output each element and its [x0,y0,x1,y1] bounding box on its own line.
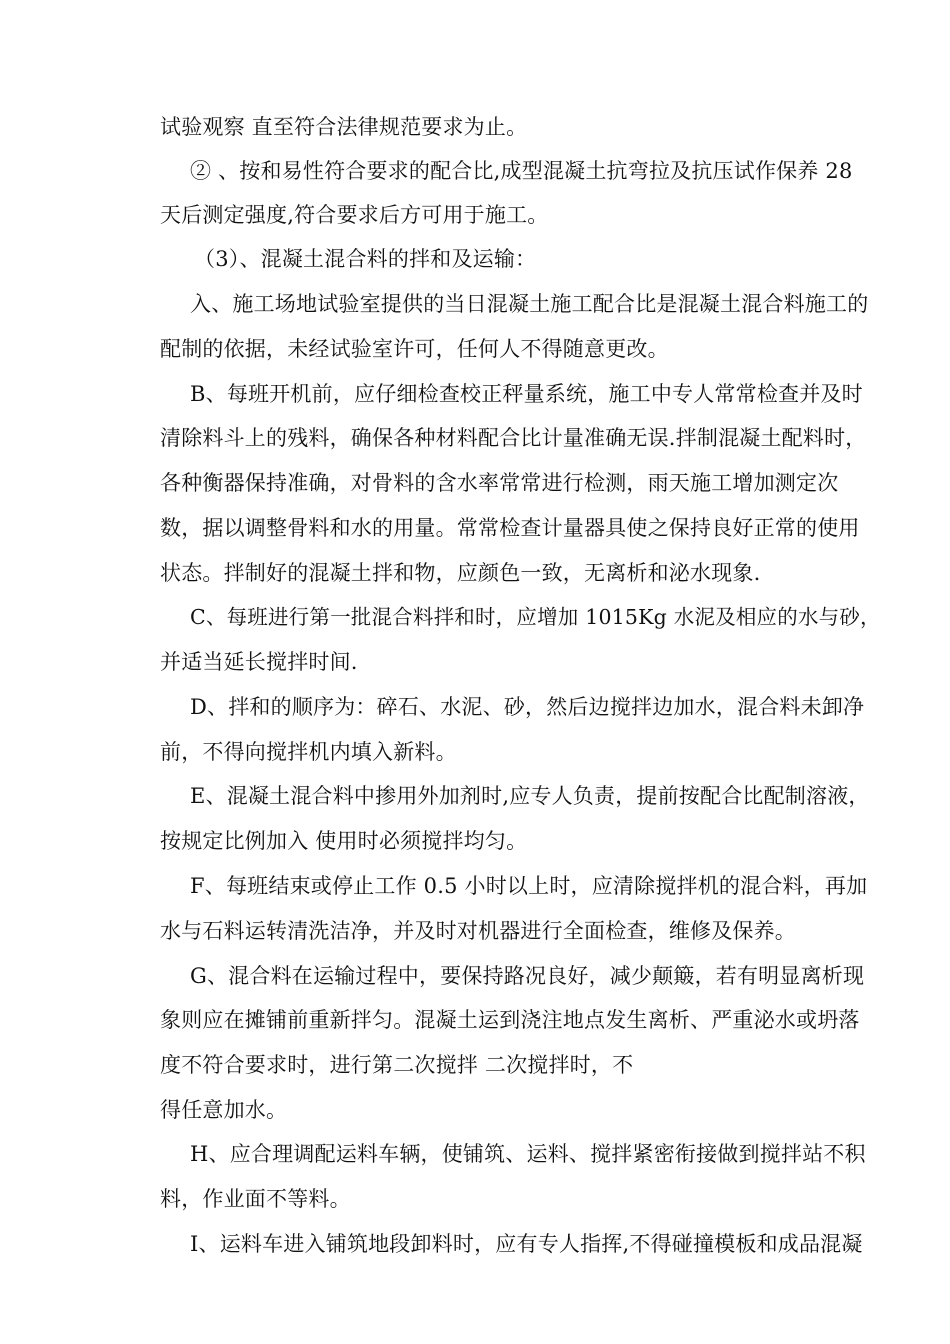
text-line: 各种衡器保持准确，对骨料的含水率常常进行检测，雨天施工增加测定次 [160,471,839,495]
text-line: ② 、按和易性符合要求的配合比,成型混凝土抗弯拉及抗压试作保养 28 [190,159,853,183]
text-line: 前，不得向搅拌机内填入新料。 [160,740,457,764]
text-line: 入、施工场地试验室提供的当日混凝土施工配合比是混凝土混合料施工的 [190,292,869,316]
text-line: 并适当延长搅拌时间. [160,650,358,674]
text-line: G、混合料在运输过程中，要保持路况良好，减少颠簸，若有明显离析现 [190,964,865,988]
text-line: 按规定比例加入 使用时必须搅拌均匀。 [160,829,528,853]
text-line: I、运料车进入铺筑地段卸料时，应有专人指挥,不得碰撞模板和成品混凝 [190,1232,863,1256]
text-line: 料，作业面不等料。 [160,1187,351,1211]
text-line: 象则应在摊铺前重新拌匀。混凝土运到浇注地点发生离析、严重泌水或坍落 [160,1008,860,1032]
text-line: C、每班进行第一批混合料拌和时，应增加 1015Kg 水泥及相应的水与砂， [190,605,881,629]
text-line: 试验观察 直至符合法律规范要求为止。 [160,115,528,139]
text-line: F、每班结束或停止工作 0.5 小时以上时，应清除搅拌机的混合料，再加 [190,874,868,898]
text-line: E、混凝土混合料中掺用外加剂时,应专人负责，提前按配合比配制溶液， [190,784,870,808]
text-line: 天后测定强度,符合要求后方可用于施工。 [160,203,549,227]
text-line: （3）、混凝土混合料的拌和及运输： [194,247,537,271]
text-line: 数，据以调整骨料和水的用量。常常检查计量器具使之保持良好正常的使用 [160,516,860,540]
text-line: 清除料斗上的残料，确保各种材料配合比计量准确无误.拌制混凝土配料时， [160,426,867,450]
text-line: 状态。拌制好的混凝土拌和物，应颜色一致，无离析和泌水现象. [160,561,761,585]
text-line: H、应合理调配运料车辆，使铺筑、运料、搅拌紧密衔接做到搅拌站不积 [190,1142,866,1166]
text-line: 得任意加水。 [160,1098,288,1122]
text-line: 水与石料运转清洗洁净，并及时对机器进行全面检查，维修及保养。 [160,919,796,943]
text-line: D、拌和的顺序为：碎石、水泥、砂，然后边搅拌边加水，混合料未卸净 [190,695,865,719]
text-line: 度不符合要求时，进行第二次搅拌 二次搅拌时，不 [160,1053,634,1077]
text-line: 配制的依据，未经试验室许可，任何人不得随意更改。 [160,337,669,361]
text-line: B、每班开机前，应仔细检查校正秤量系统，施工中专人常常检查并及时 [190,382,863,406]
